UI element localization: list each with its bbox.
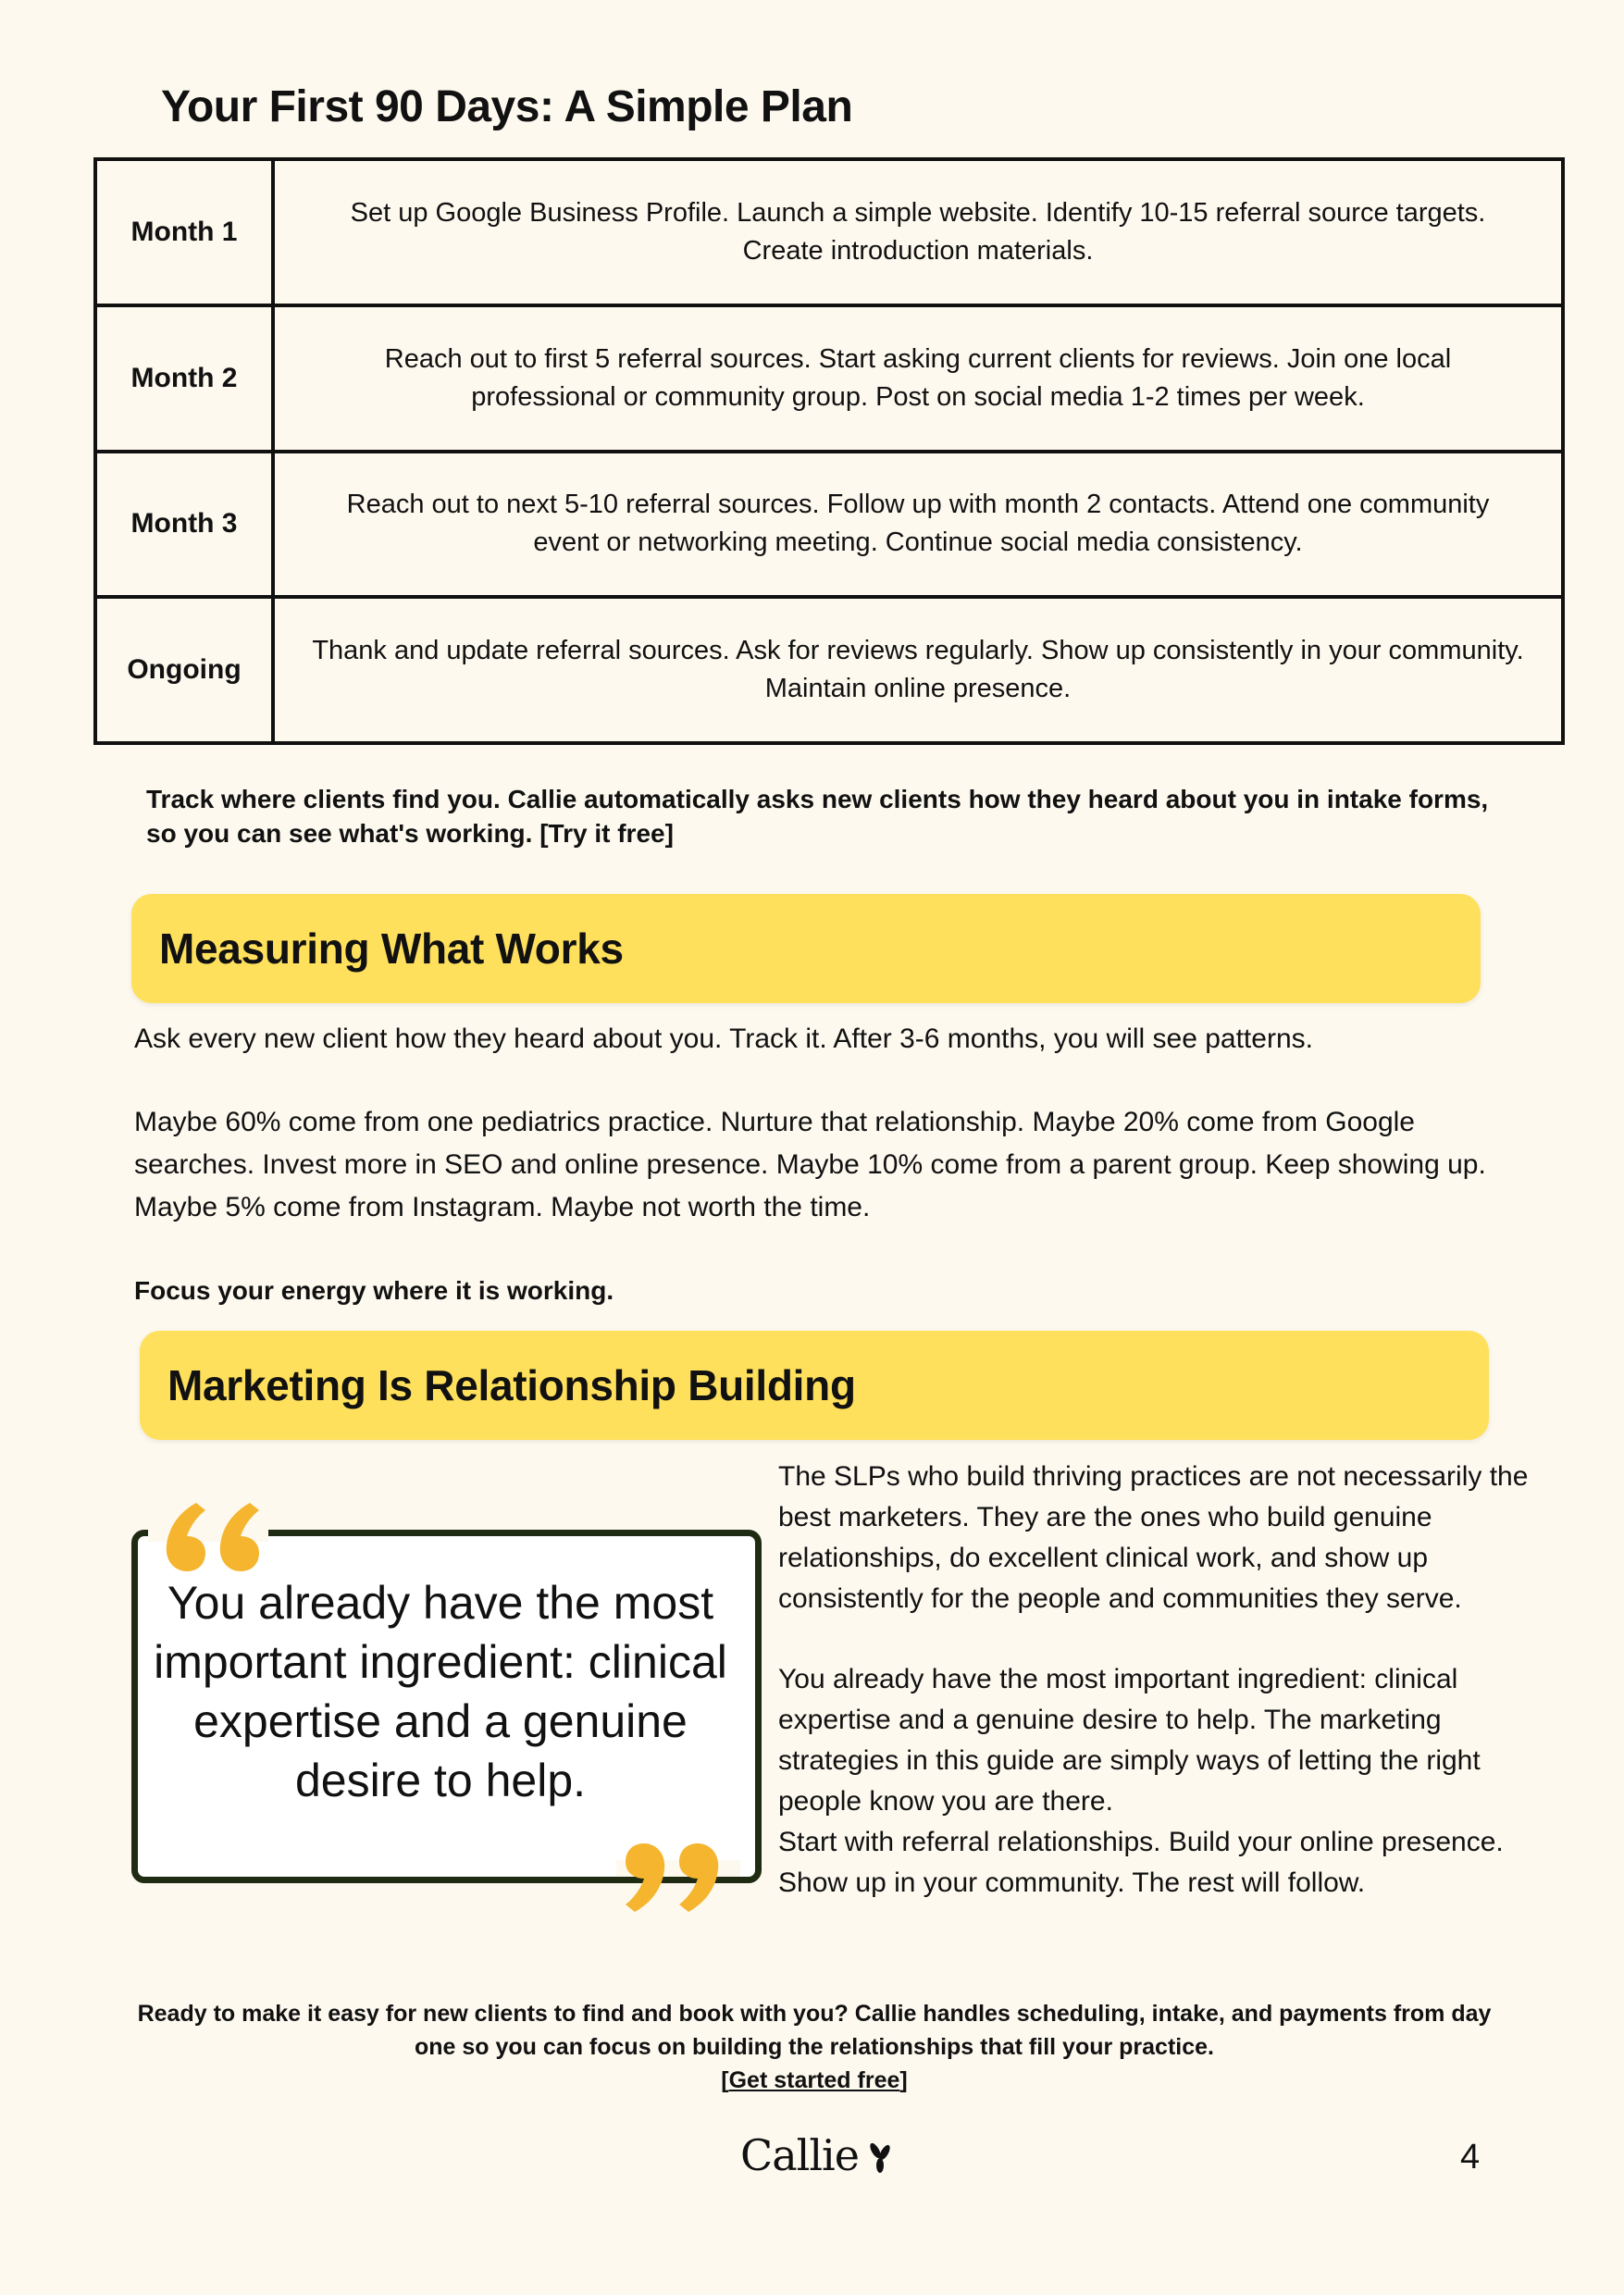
call-to-action <box>130 1997 1499 2097</box>
plan-table <box>93 157 1565 745</box>
month-description: Thank and update referral sources. Ask for reviews regularly. Show up consistently in your community. Maintain online presence. <box>273 597 1563 743</box>
bracket: ] <box>899 2067 908 2093</box>
get-started-link[interactable]: Get started free <box>728 2067 900 2093</box>
month-description: Reach out to next 5-10 referral sources. Follow up with month 2 contacts. Attend one community event or networking meeting. Continue social media consistency. <box>273 452 1563 598</box>
page-title: Your First 90 Days: A Simple Plan <box>161 82 853 131</box>
close-quote-icon <box>626 1840 731 1921</box>
marketing-paragraph: The SLPs who build thriving practices are not necessarily the best marketers. They are the ones who build genuine relationships, do excellent clinical work, and show up consistently for the people and communities they serve. <box>778 1461 1529 1614</box>
month-label: Month 1 <box>95 159 273 305</box>
marketing-paragraph: Start with referral relationships. Build your online presence. Show up in your community. The rest will follow. <box>778 1827 1504 1898</box>
measuring-emphasis: Focus your energy where it is working. <box>134 1276 614 1305</box>
page-number: 4 <box>1460 2138 1481 2177</box>
month-description: Set up Google Business Profile. Launch a simple website. Identify 10-15 referral source targets. Create introduction materials. <box>273 159 1563 305</box>
table-row <box>95 159 1563 305</box>
month-description: Reach out to first 5 referral sources. Start asking current clients for reviews. Join one local professional or community group. Post on social media 1-2 times per week. <box>273 305 1563 452</box>
table-row <box>95 597 1563 743</box>
marketing-heading: Marketing Is Relationship Building <box>167 1361 856 1409</box>
measuring-heading: Measuring What Works <box>159 924 624 973</box>
month-label: Month 2 <box>95 305 273 452</box>
logo-text: Callie <box>740 2130 859 2180</box>
logo-leaf-icon <box>868 2140 892 2177</box>
open-quote-icon <box>154 1494 259 1575</box>
table-row <box>95 305 1563 452</box>
month-label: Ongoing <box>95 597 273 743</box>
month-label: Month 3 <box>95 452 273 598</box>
measuring-paragraph: Ask every new client how they heard about you. Track it. After 3-6 months, you will see patterns. <box>134 1023 1313 1054</box>
table-row <box>95 452 1563 598</box>
cta-text: Ready to make it easy for new clients to find and book with you? Callie handles scheduling, intake, and payments from day one so you can focus on building the relationships that fill your practice. <box>137 2001 1492 2060</box>
track-note: Track where clients find you. Callie automatically asks new clients how they heard about you in intake forms, so you can see what's working. [Try it free] <box>146 785 1489 848</box>
marketing-paragraph-group <box>778 1659 1546 1904</box>
cta-link-line <box>130 2064 1499 2097</box>
marketing-banner <box>140 1331 1489 1440</box>
measuring-banner <box>131 894 1481 1003</box>
measuring-paragraph: Maybe 60% come from one pediatrics practice. Nurture that relationship. Maybe 20% come from Google searches. Invest more in SEO and online presence. Maybe 10% come from a parent group. Keep showing up. Maybe 5% come from Instagram. Maybe not worth the time. <box>134 1107 1486 1222</box>
callie-logo <box>740 2130 888 2186</box>
bracket: [ <box>721 2067 729 2093</box>
pull-quote: You already have the most important ingredient: clinical expertise and a genuine desire to help. <box>154 1577 727 1806</box>
marketing-paragraph: You already have the most important ingredient: clinical expertise and a genuine desire to help. The marketing strategies in this guide are simply ways of letting the right people know you are there. <box>778 1664 1481 1817</box>
